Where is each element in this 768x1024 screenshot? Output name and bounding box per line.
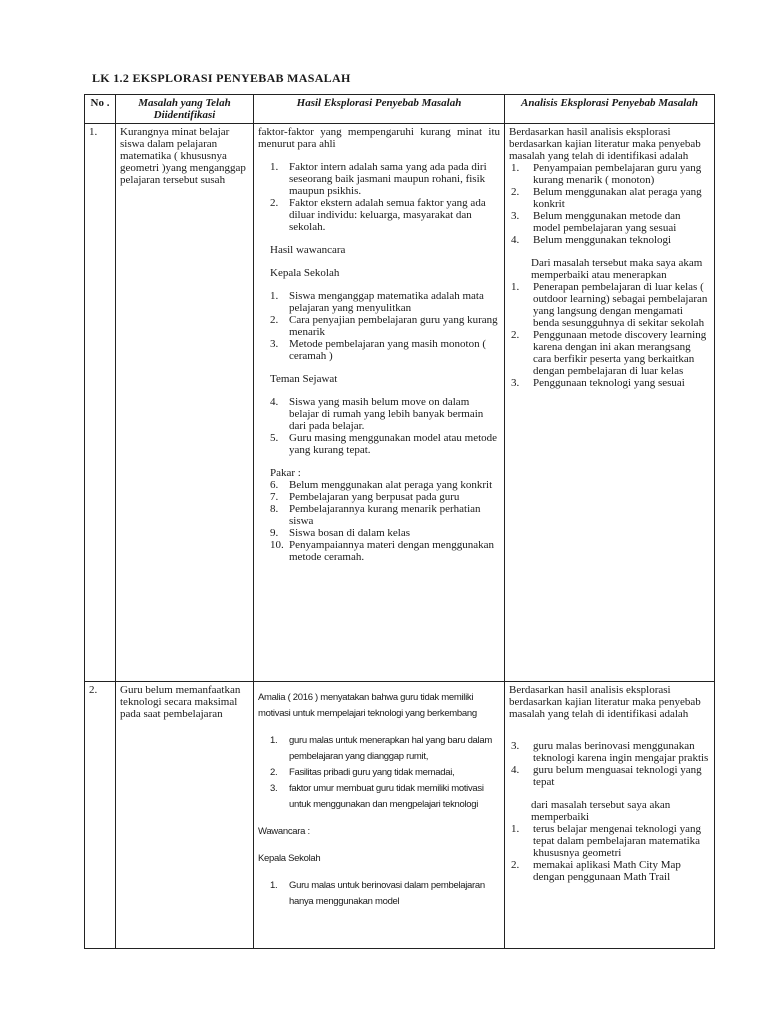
list-item: 2. Faktor ekstern adalah semua faktor yang ada diluar individu: keluarga, masyarakat dan sekolah. [270,197,486,233]
hasil-cell [254,124,505,682]
penyebab-list [509,740,710,788]
list-item: 5. Guru masing menggunakan model atau metode yang kurang tepat. [270,432,498,456]
hasil-intro: faktor-faktor yang mempengaruhi kurang minat itu menurut para ahli [258,126,500,150]
kepsek-list [258,878,500,910]
masalah-cell [116,682,254,949]
kepsek-list [258,290,500,362]
list-item: 3. Metode pembelajaran yang masih monoton ( ceramah ) [270,338,487,362]
solusi-intro: Dari masalah tersebut maka saya akam memperbaiki atau menerapkan [531,257,703,281]
list-item: 4. Siswa yang masih belum move on dalam belajar di rumah yang lebih banyak bermain dari pada belajar. [270,396,484,432]
faktor-list [258,161,500,233]
list-item: 2. Fasilitas pribadi guru yang tidak memadai, [270,767,455,778]
teman-label: Teman Sejawat [270,373,338,385]
hasil-cell [254,682,505,949]
analisis-cell [505,124,715,682]
pakar-list [258,479,500,563]
worksheet-title: LK 1.2 EKSPLORASI PENYEBAB MASALAH [92,71,351,85]
list-item: 7. Pembelajaran yang berpusat pada guru [270,491,460,503]
list-item: 3. guru malas berinovasi menggunakan teknologi karena ingin mengajar praktis [511,740,709,764]
wawancara-label: Hasil wawancara [270,244,346,256]
exploration-table [84,94,715,949]
table-row [85,682,715,949]
teman-list [258,396,500,456]
list-item: 2. Belum menggunakan alat peraga yang konkrit [511,186,702,210]
list-item: 3. faktor umur membuat guru tidak memiliki motivasi untuk menggunakan dan mengpelajari teknologi [270,783,484,810]
list-item: 2. Cara penyajian pembelajaran guru yang kurang menarik [270,314,498,338]
analisis-intro: Berdasarkan hasil analisis eksplorasi berdasarkan kajian literatur maka penyebab masalah yang telah di identifikasi adalah [509,684,701,720]
list-item: 1. Penerapan pembelajaran di luar kelas ( outdoor learning) sebagai pembelajaran yang langsung dengan mengamati benda sesungguhnya di sekitar sekolah [511,281,708,329]
list-item: 3. Penggunaan teknologi yang sesuai [511,377,685,389]
list-item: 10. Penyampaiannya materi dengan menggunakan metode ceramah. [270,539,494,563]
analisis-cell [505,682,715,949]
header-no: No . [85,95,116,124]
list-item: 1. Faktor intern adalah sama yang ada pada diri seseorang baik jasmani maupun rohani, fisik maupun psikhis. [270,161,487,197]
table-header-row [85,95,715,124]
list-item: 2. Penggunaan metode discovery learning karena dengan ini akan merangsang cara berfikir peserta yang berkaitkan dengan pembelajaran di luar kelas [511,329,707,377]
analisis-intro: Berdasarkan hasil analisis eksplorasi berdasarkan kajian literatur maka penyebab masalah yang telah di identifikasi adalah [509,126,701,162]
list-item: 3. Belum menggunakan metode dan model pembelajaran yang sesuai [511,210,681,234]
header-analisis: Analisis Eksplorasi Penyebab Masalah [505,95,715,124]
row-number: 2. [85,682,116,949]
penyebab-list [509,162,710,246]
pakar-label: Pakar : [270,467,301,479]
list-item: 1. Siswa menganggap matematika adalah mata pelajaran yang menyulitkan [270,290,484,314]
list-item: 4. guru belum menguasai teknologi yang tepat [511,764,702,788]
list-item: 1. Guru malas untuk berinovasi dalam pembelajaran hanya menggunakan model [270,880,485,907]
amalia-list [258,733,500,813]
list-item: 1. terus belajar mengenai teknologi yang tepat dalam pembelajaran matematika khususnya geometri [511,823,701,859]
solusi-intro: dari masalah tersebut saya akan memperbaiki [531,799,671,823]
hasil-intro: Amalia ( 2016 ) menyatakan bahwa guru tidak memiliki motivasi untuk mempelajari teknologi yang berkembang [258,692,477,719]
solusi-list [509,281,710,389]
kepsek-label: Kepala Sekolah [270,267,340,279]
masalah-text: Kurangnya minat belajar siswa dalam pelajaran matematika ( khususnya geometri )yang menganggap pelajaran tersebut susah [120,126,246,186]
masalah-text: Guru belum memanfaatkan teknologi secara maksimal pada saat pembelajaran [120,684,241,720]
list-item: 6. Belum menggunakan alat peraga yang konkrit [270,479,493,491]
table-row [85,124,715,682]
list-item: 1. Penyampaian pembelajaran guru yang kurang menarik ( monoton) [511,162,702,186]
list-item: 8. Pembelajarannya kurang menarik perhatian siswa [270,503,481,527]
row-number: 1. [85,124,116,682]
list-item: 1. guru malas untuk menerapkan hal yang baru dalam pembelajaran yang dianggap rumit, [270,735,492,762]
masalah-cell [116,124,254,682]
list-item: 4. Belum menggunakan teknologi [511,234,672,246]
list-item: 9. Siswa bosan di dalam kelas [270,527,410,539]
solusi-list [509,823,710,883]
wawancara-label: Wawancara : [258,826,310,837]
header-hasil: Hasil Eksplorasi Penyebab Masalah [254,95,505,124]
header-masalah: Masalah yang Telah Diidentifikasi [116,95,254,124]
list-item: 2. memakai aplikasi Math City Map dengan penggunaan Math Trail [511,859,681,883]
kepsek-label: Kepala Sekolah [258,853,321,864]
